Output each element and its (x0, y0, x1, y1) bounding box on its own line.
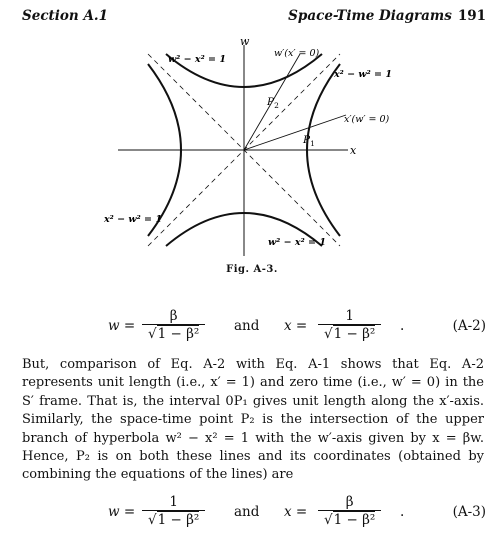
running-title-text: Space-Time Diagrams (288, 8, 452, 24)
body-paragraph: But, comparison of Eq. A-2 with Eq. A-1 shows that Eq. A-2 represents unit length (i.e., x′ = 1) and zero time (i.e., w′ = 0) in the S′ frame. That is, the interval 0P₁ gives unit length along the x′-axis. Similarly, the space-time point P₂ is the intersection of the upper branch of hyperbola w² − x² = 1 with the w′-axis given by x = βw. Hence, P₂ is on both these lines and its coordinates (obtained by combining the equations of the lines) are (22, 357, 484, 483)
eq-a2-and: and (234, 318, 260, 334)
point-p1-label: $P_1$ (303, 134, 315, 148)
eq-a3-number: (A-3) (452, 504, 486, 520)
w-axis-label: w (240, 35, 250, 48)
eq-a3-frac-w: $\frac{1}{\text{√1 − β²}}$ (142, 494, 205, 528)
eq-a3-den-w: 1 − β² (157, 512, 200, 528)
point-p2-label: $P_2$ (267, 96, 279, 110)
eq-a2-lhs-x: x = (284, 318, 308, 334)
w-prime-axis-label: w′(x′ = 0) (274, 48, 320, 59)
eq-a3-num-w: 1 (169, 494, 178, 510)
eq-a3-frac-x: $\frac{\beta}{\text{√1 − β²}}$ (318, 494, 381, 528)
eq-a2-period: . (400, 318, 405, 334)
equation-a2 (22, 308, 486, 344)
eq-a3-den-x: 1 − β² (333, 512, 376, 528)
eq-a3-lhs-x: x = (284, 504, 308, 520)
eq-a3-period: . (400, 504, 405, 520)
hyperbola-label-top-right: x² − w² = 1 (334, 69, 392, 80)
hyperbola-label-top-left: w² − x² = 1 (168, 54, 226, 65)
section-label: Section A.1 (22, 8, 109, 24)
figure-caption: Fig. A-3. (226, 264, 278, 275)
x-prime-axis (244, 115, 346, 150)
page-number: 191 (457, 8, 486, 24)
x-prime-axis-label: x′(w′ = 0) (344, 114, 390, 125)
eq-a2-num-w: β (169, 308, 178, 324)
eq-a2-frac-x: $\frac{1}{\text{√1 − β²}}$ (318, 308, 381, 342)
hyperbola-label-bottom-right: w² − x² = 1 (268, 237, 326, 248)
eq-a2-num-x: 1 (345, 308, 354, 324)
eq-a2-frac-w: $\frac{\beta}{\text{√1 − β²}}$ (142, 308, 205, 342)
eq-a3-lhs-w: w = (108, 504, 136, 520)
equation-a3 (22, 494, 486, 530)
eq-a2-den-x: 1 − β² (333, 326, 376, 342)
eq-a3-and: and (234, 504, 260, 520)
hyperbola-label-bottom-left: x² − w² = 1 (104, 214, 162, 225)
x-axis-label: x (350, 144, 357, 157)
eq-a2-lhs-w: w = (108, 318, 136, 334)
eq-a2-den-w: 1 − β² (157, 326, 200, 342)
eq-a2-number: (A-2) (452, 318, 486, 334)
eq-a3-num-x: β (345, 494, 354, 510)
